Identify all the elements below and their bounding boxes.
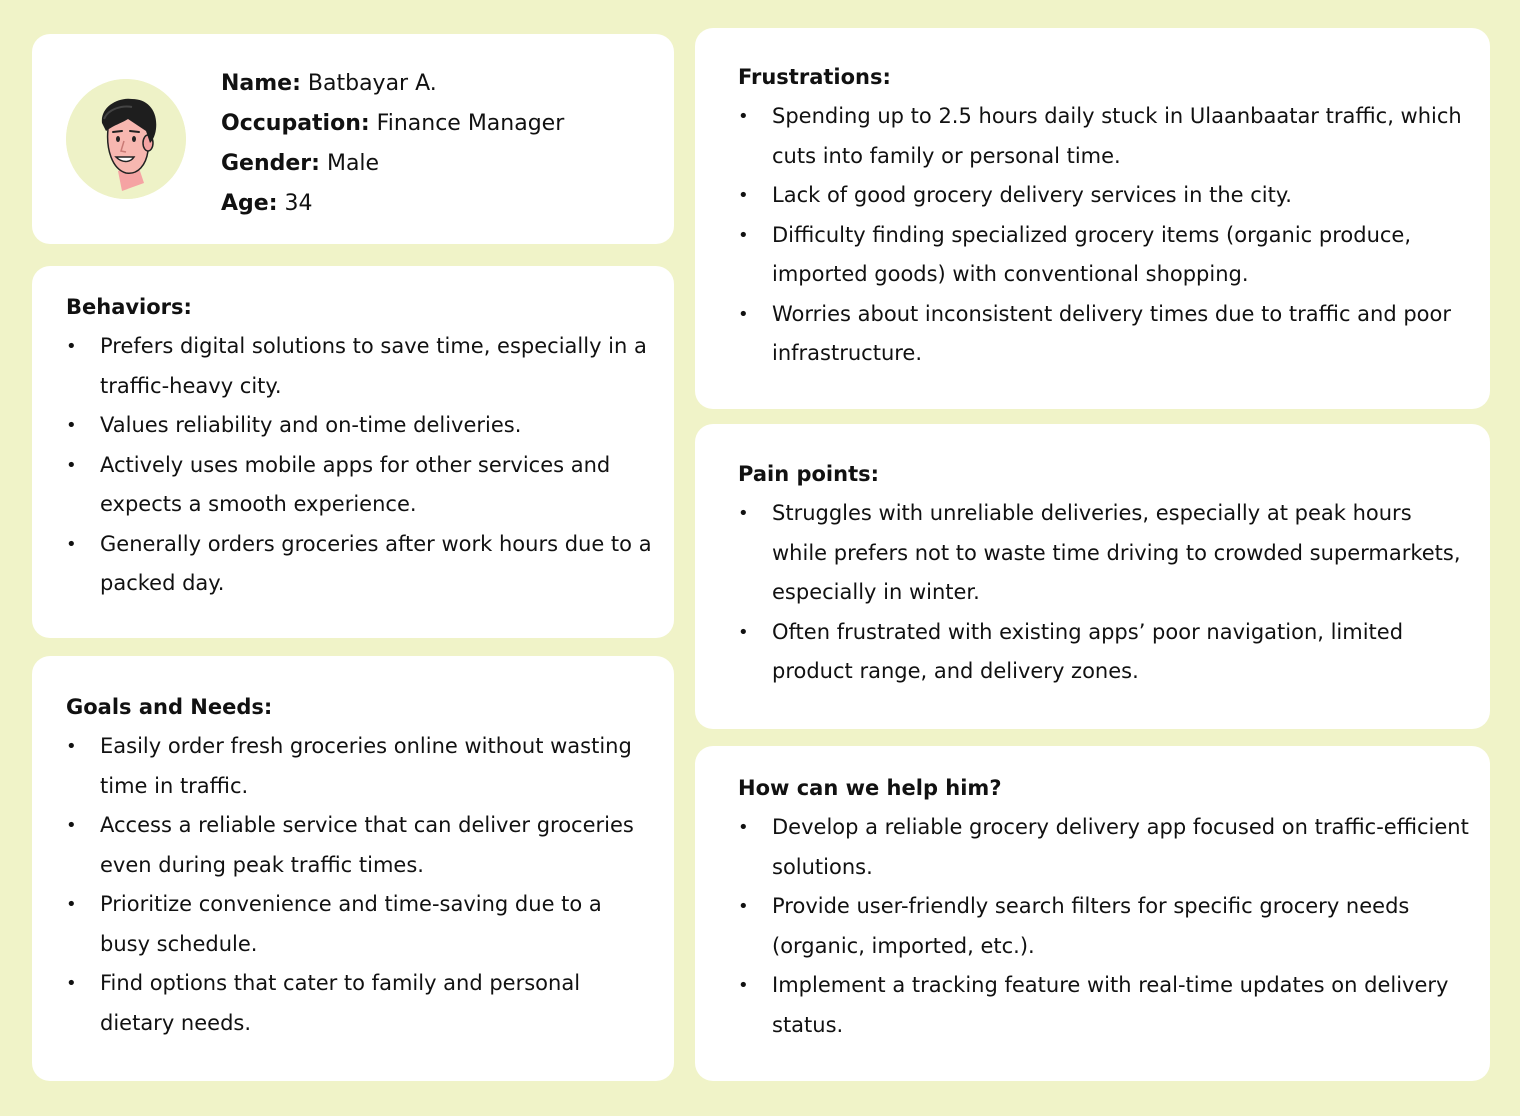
list-item: • Prioritize convenience and time-saving due to a busy schedule.	[66, 885, 654, 964]
list-item: • Prefers digital solutions to save time, especially in a traffic-heavy city.	[66, 327, 654, 406]
list-item: • Spending up to 2.5 hours daily stuck in Ulaanbaatar traffic, which cuts into family or personal time.	[738, 97, 1470, 176]
list-item: • Generally orders groceries after work hours due to a packed day.	[66, 525, 654, 604]
frustrations-title: Frustrations:	[738, 65, 891, 89]
age-label: Age:	[221, 191, 278, 216]
profile-card	[32, 34, 674, 244]
list-item: • Worries about inconsistent delivery times due to traffic and poor infrastructure.	[738, 295, 1470, 374]
profile-age	[221, 184, 564, 224]
name-label: Name:	[221, 71, 301, 96]
help-card	[695, 746, 1490, 1081]
list-item: • Implement a tracking feature with real-time updates on delivery status.	[738, 966, 1470, 1045]
profile-occupation	[221, 104, 564, 144]
occupation-value: Finance Manager	[376, 111, 565, 136]
frustrations-section	[738, 62, 1470, 374]
list-item: • Values reliability and on-time deliveries.	[66, 406, 654, 446]
frustrations-list	[738, 97, 1470, 374]
pain-points-list	[738, 494, 1470, 692]
profile-info	[221, 64, 564, 224]
help-section	[738, 773, 1470, 1045]
help-list	[738, 808, 1470, 1045]
behaviors-title: Behaviors:	[66, 295, 192, 319]
behaviors-section	[66, 292, 654, 604]
occupation-label: Occupation:	[221, 111, 370, 136]
behaviors-card	[32, 266, 674, 638]
pain-points-title: Pain points:	[738, 462, 880, 486]
list-item: • Find options that cater to family and personal dietary needs.	[66, 964, 654, 1043]
list-item: • Develop a reliable grocery delivery app focused on traffic-efficient solutions.	[738, 808, 1470, 887]
pain-points-section	[738, 459, 1470, 692]
frustrations-card	[695, 28, 1490, 409]
list-item: • Actively uses mobile apps for other services and expects a smooth experience.	[66, 446, 654, 525]
goals-card	[32, 656, 674, 1081]
gender-value: Male	[326, 151, 380, 176]
avatar	[66, 79, 186, 199]
name-value: Batbayar A.	[307, 71, 437, 96]
list-item: • Struggles with unreliable deliveries, especially at peak hours while prefers not to waste time driving to crowded supermarkets, especially in winter.	[738, 494, 1470, 613]
age-value: 34	[284, 191, 313, 216]
pain-points-card	[695, 424, 1490, 729]
list-item: • Provide user-friendly search filters for specific grocery needs (organic, imported, etc.).	[738, 887, 1470, 966]
goals-title: Goals and Needs:	[66, 695, 273, 719]
list-item: • Difficulty finding specialized grocery items (organic produce, imported goods) with conventional shopping.	[738, 216, 1470, 295]
profile-name	[221, 64, 564, 104]
gender-label: Gender:	[221, 151, 320, 176]
man-avatar-icon	[66, 79, 186, 199]
list-item: • Often frustrated with existing apps’ poor navigation, limited product range, and delivery zones.	[738, 613, 1470, 692]
goals-list	[66, 727, 654, 1043]
profile-gender	[221, 144, 564, 184]
list-item: • Access a reliable service that can deliver groceries even during peak traffic times.	[66, 806, 654, 885]
list-item: • Easily order fresh groceries online without wasting time in traffic.	[66, 727, 654, 806]
goals-section	[66, 692, 654, 1043]
behaviors-list	[66, 327, 654, 604]
list-item: • Lack of good grocery delivery services in the city.	[738, 176, 1470, 216]
help-title: How can we help him?	[738, 776, 1002, 800]
